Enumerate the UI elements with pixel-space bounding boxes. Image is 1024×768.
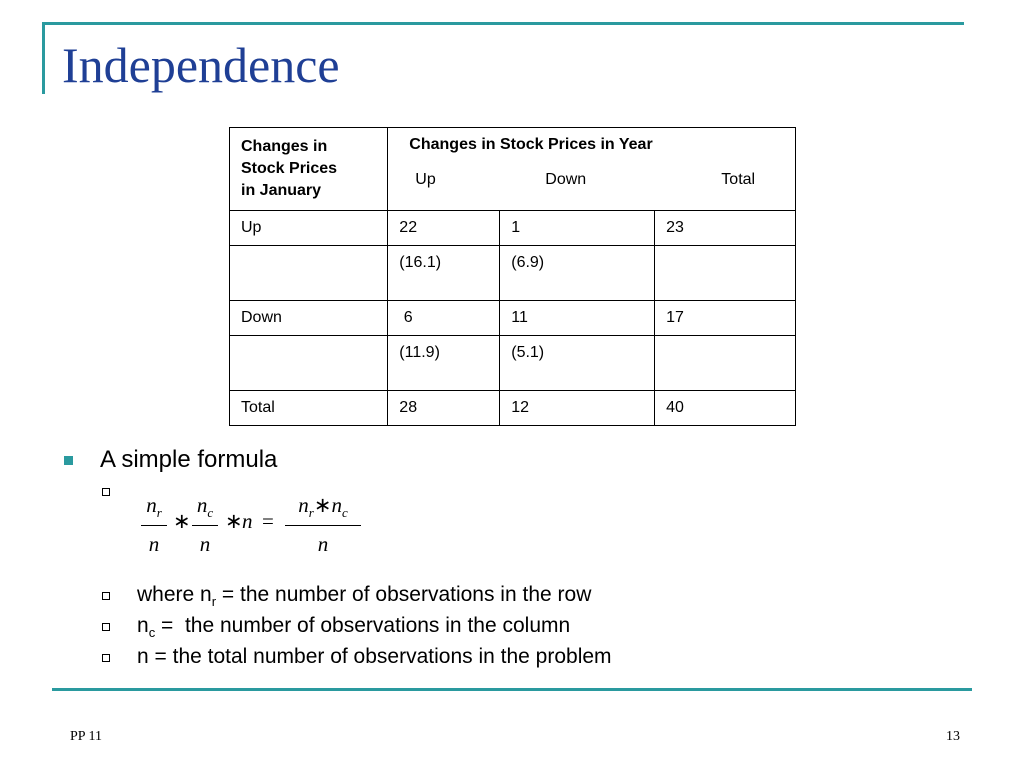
table-cell: 17 xyxy=(655,301,796,336)
table-row xyxy=(230,301,796,336)
nc-line: $n_c$ = the number of observations in the column xyxy=(137,614,571,641)
table-cell: (5.1) xyxy=(500,336,655,391)
column-header-total: Total xyxy=(721,171,756,188)
denominator: n xyxy=(141,525,167,557)
title-accent-bar xyxy=(42,22,45,94)
hollow-square-bullet-icon xyxy=(102,488,110,496)
numerator: $n_r∗n_c$ xyxy=(298,493,348,521)
fraction-nc-over-n xyxy=(192,493,218,557)
table-cell: 23 xyxy=(655,211,796,246)
footer-label: PP 11 xyxy=(70,729,103,744)
hollow-square-bullet-icon xyxy=(102,592,110,600)
multiply-sign: ∗ xyxy=(225,509,243,533)
table-cell: (11.9) xyxy=(388,336,500,391)
slide-title: Independence xyxy=(62,37,340,93)
table-cell: (6.9) xyxy=(500,246,655,301)
table-row xyxy=(230,211,796,246)
table-header-row xyxy=(230,128,796,211)
row-label: Total xyxy=(230,391,388,426)
hollow-square-bullet-icon xyxy=(102,623,110,631)
denominator: n xyxy=(192,525,218,557)
numerator: $n_c$ xyxy=(196,493,214,521)
page-number: 13 xyxy=(946,729,960,744)
contingency-table xyxy=(229,127,796,426)
bottom-accent-line xyxy=(52,688,972,691)
corner-header-line: Changes in xyxy=(241,138,328,155)
filled-square-bullet-icon xyxy=(64,456,73,465)
table-cell xyxy=(655,246,796,301)
column-header-up: Up xyxy=(415,171,436,188)
row-label xyxy=(230,246,388,301)
table-row xyxy=(230,246,796,301)
main-bullet-text: A simple formula xyxy=(100,446,278,473)
table-cell: 12 xyxy=(500,391,655,426)
equals-sign: = xyxy=(262,509,274,533)
denominator: n xyxy=(285,525,361,557)
row-label xyxy=(230,336,388,391)
table-cell: 28 xyxy=(388,391,500,426)
table-cell: 11 xyxy=(500,301,655,336)
group-header: Changes in Stock Prices in Year xyxy=(409,136,653,153)
n-line: n = the total number of observations in the problem xyxy=(137,645,612,668)
column-headers xyxy=(409,171,784,189)
hollow-square-bullet-icon xyxy=(102,654,110,662)
corner-header-cell xyxy=(230,128,388,211)
corner-header-line: in January xyxy=(241,182,322,199)
table-cell: 6 xyxy=(388,301,500,336)
numerator: $n_r$ xyxy=(146,493,162,521)
table-cell: (16.1) xyxy=(388,246,500,301)
table-cell: 40 xyxy=(655,391,796,426)
table-row xyxy=(230,391,796,426)
n-symbol: n xyxy=(242,509,253,533)
multiply-sign: ∗ xyxy=(173,509,191,533)
year-header-cell xyxy=(388,128,796,211)
column-header-down: Down xyxy=(545,171,587,188)
table-cell: 1 xyxy=(500,211,655,246)
row-label: Down xyxy=(230,301,388,336)
fraction-product-over-n xyxy=(285,493,361,557)
table-cell: 22 xyxy=(388,211,500,246)
table-row xyxy=(230,336,796,391)
row-label: Up xyxy=(230,211,388,246)
corner-header-line: Stock Prices xyxy=(241,160,338,177)
top-accent-line xyxy=(42,22,964,25)
where-nr-line: where $n_r$ = the number of observations in the row xyxy=(137,583,592,610)
table-cell xyxy=(655,336,796,391)
fraction-nr-over-n xyxy=(141,493,167,557)
main-bullet xyxy=(64,446,277,474)
